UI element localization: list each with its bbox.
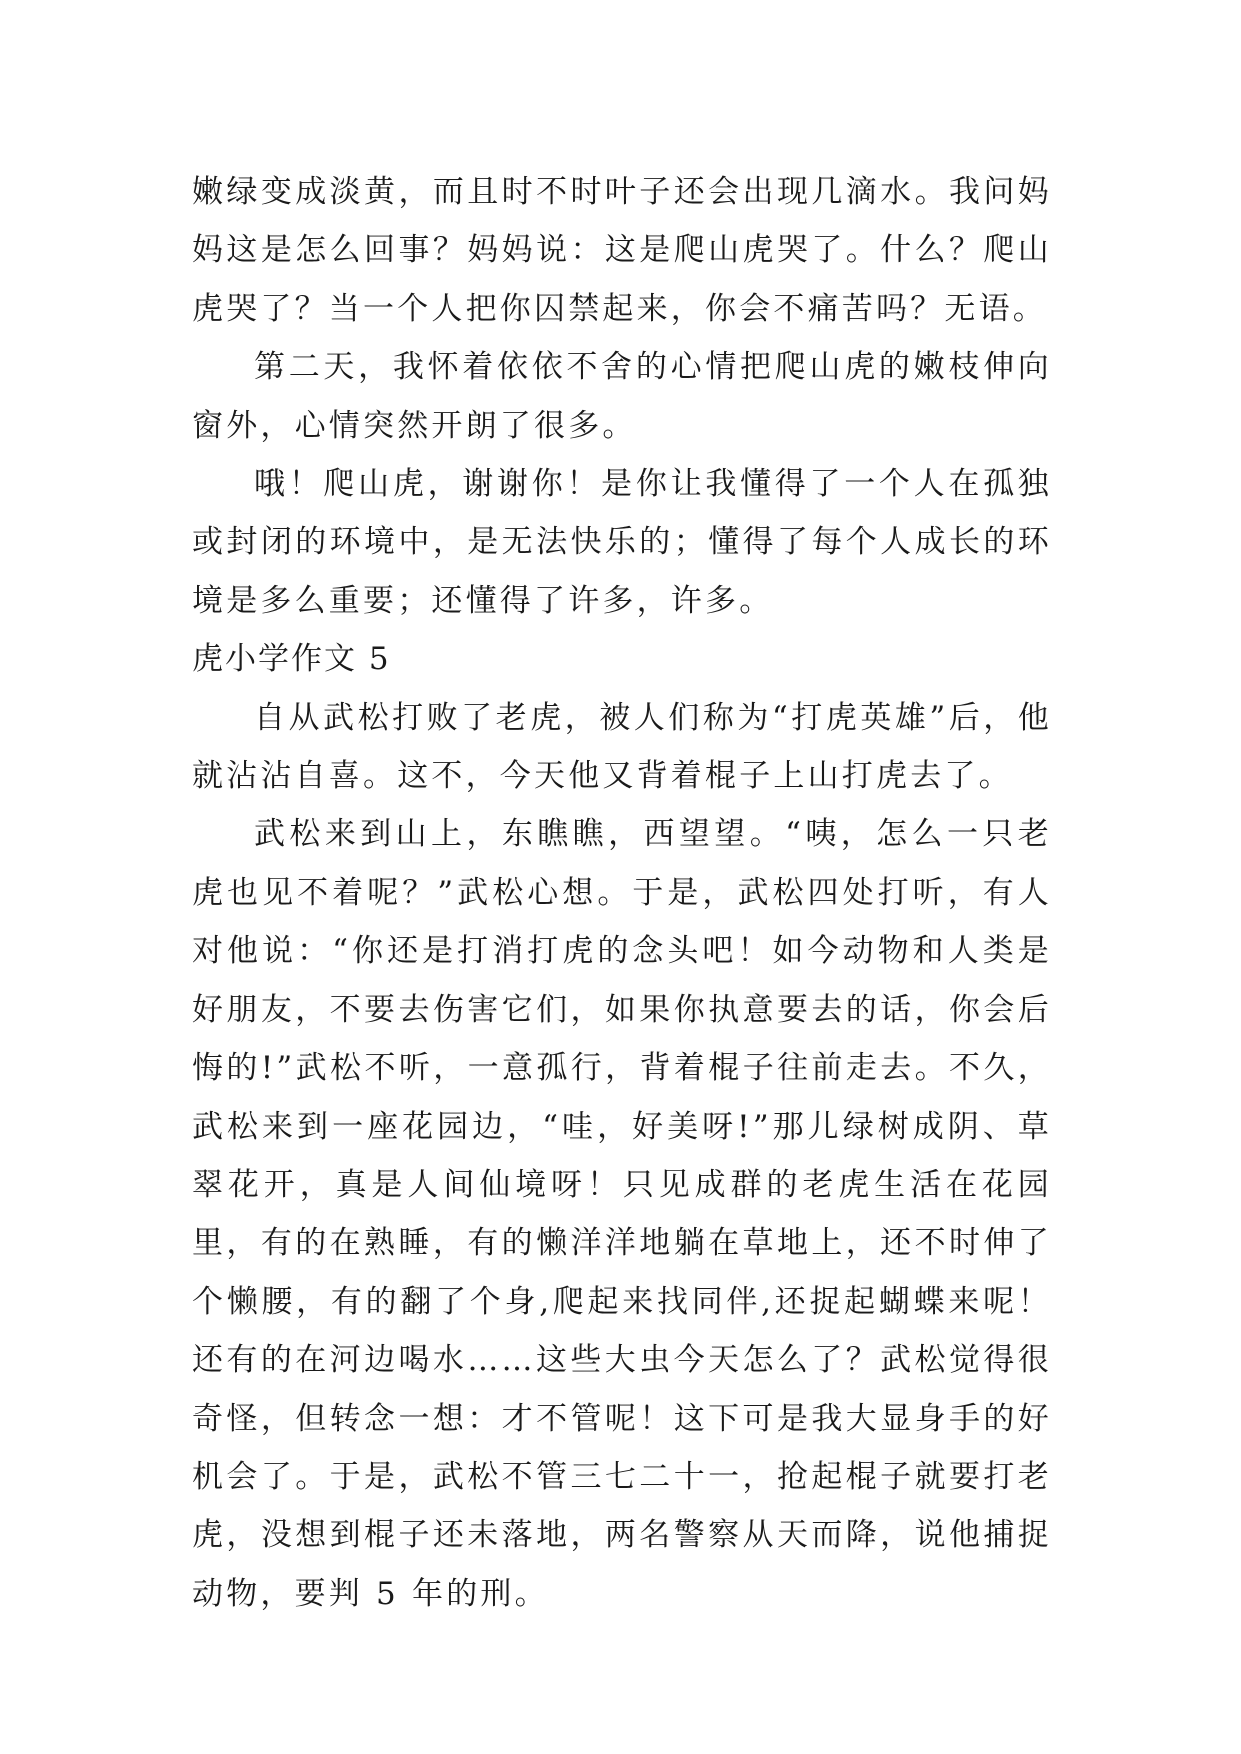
paragraph-5: 武松来到山上，东瞧瞧，西望望。“咦，怎么一只老虎也见不着呢？”武松心想。于是，武松四处打听，有人对他说：“你还是打消打虎的念头吧！如今动物和人类是好朋友，不要去伤害它们，如果你执意要去的话，你会后悔的!”武松不听，一意孤行，背着棍子往前走去。不久，武松来到一座花园边，“哇，好美呀!”那儿绿树成阴、草翠花开，真是人间仙境呀！只见成群的老虎生活在花园里，有的在熟睡，有的懒洋洋地躺在草地上，还不时伸了个懒腰，有的翻了个身,爬起来找同伴,还捉起蝴蝶来呢！还有的在河边喝水……这些大虫今天怎么了？武松觉得很奇怪，但转念一想：才不管呢！这下可是我大显身手的好机会了。于是，武松不管三七二十一，抢起棍子就要打老虎，没想到棍子还未落地，两名警察从天而降，说他捕捉动物，要判 5 年的刑。 xyxy=(192,816,1052,1612)
paragraph-3: 哦！爬山虎，谢谢你！是你让我懂得了一个人在孤独或封闭的环境中，是无法快乐的；懂得了每个人成长的环境是多么重要；还懂得了许多，许多。 xyxy=(192,466,1052,619)
paragraph-4: 自从武松打败了老虎，被人们称为“打虎英雄”后，他就沾沾自喜。这不，今天他又背着棍子上山打虎去了。 xyxy=(192,699,1052,795)
document-page xyxy=(192,163,1052,1623)
section-heading: 虎小学作文 5 xyxy=(192,641,391,678)
paragraph-2: 第二天，我怀着依依不舍的心情把爬山虎的嫩枝伸向窗外，心情突然开朗了很多。 xyxy=(192,349,1052,444)
paragraph-1: 嫩绿变成淡黄，而且时不时叶子还会出现几滴水。我问妈妈这是怎么回事？妈妈说：这是爬山虎哭了。什么？爬山虎哭了？当一个人把你囚禁起来，你会不痛苦吗？无语。 xyxy=(192,174,1052,327)
